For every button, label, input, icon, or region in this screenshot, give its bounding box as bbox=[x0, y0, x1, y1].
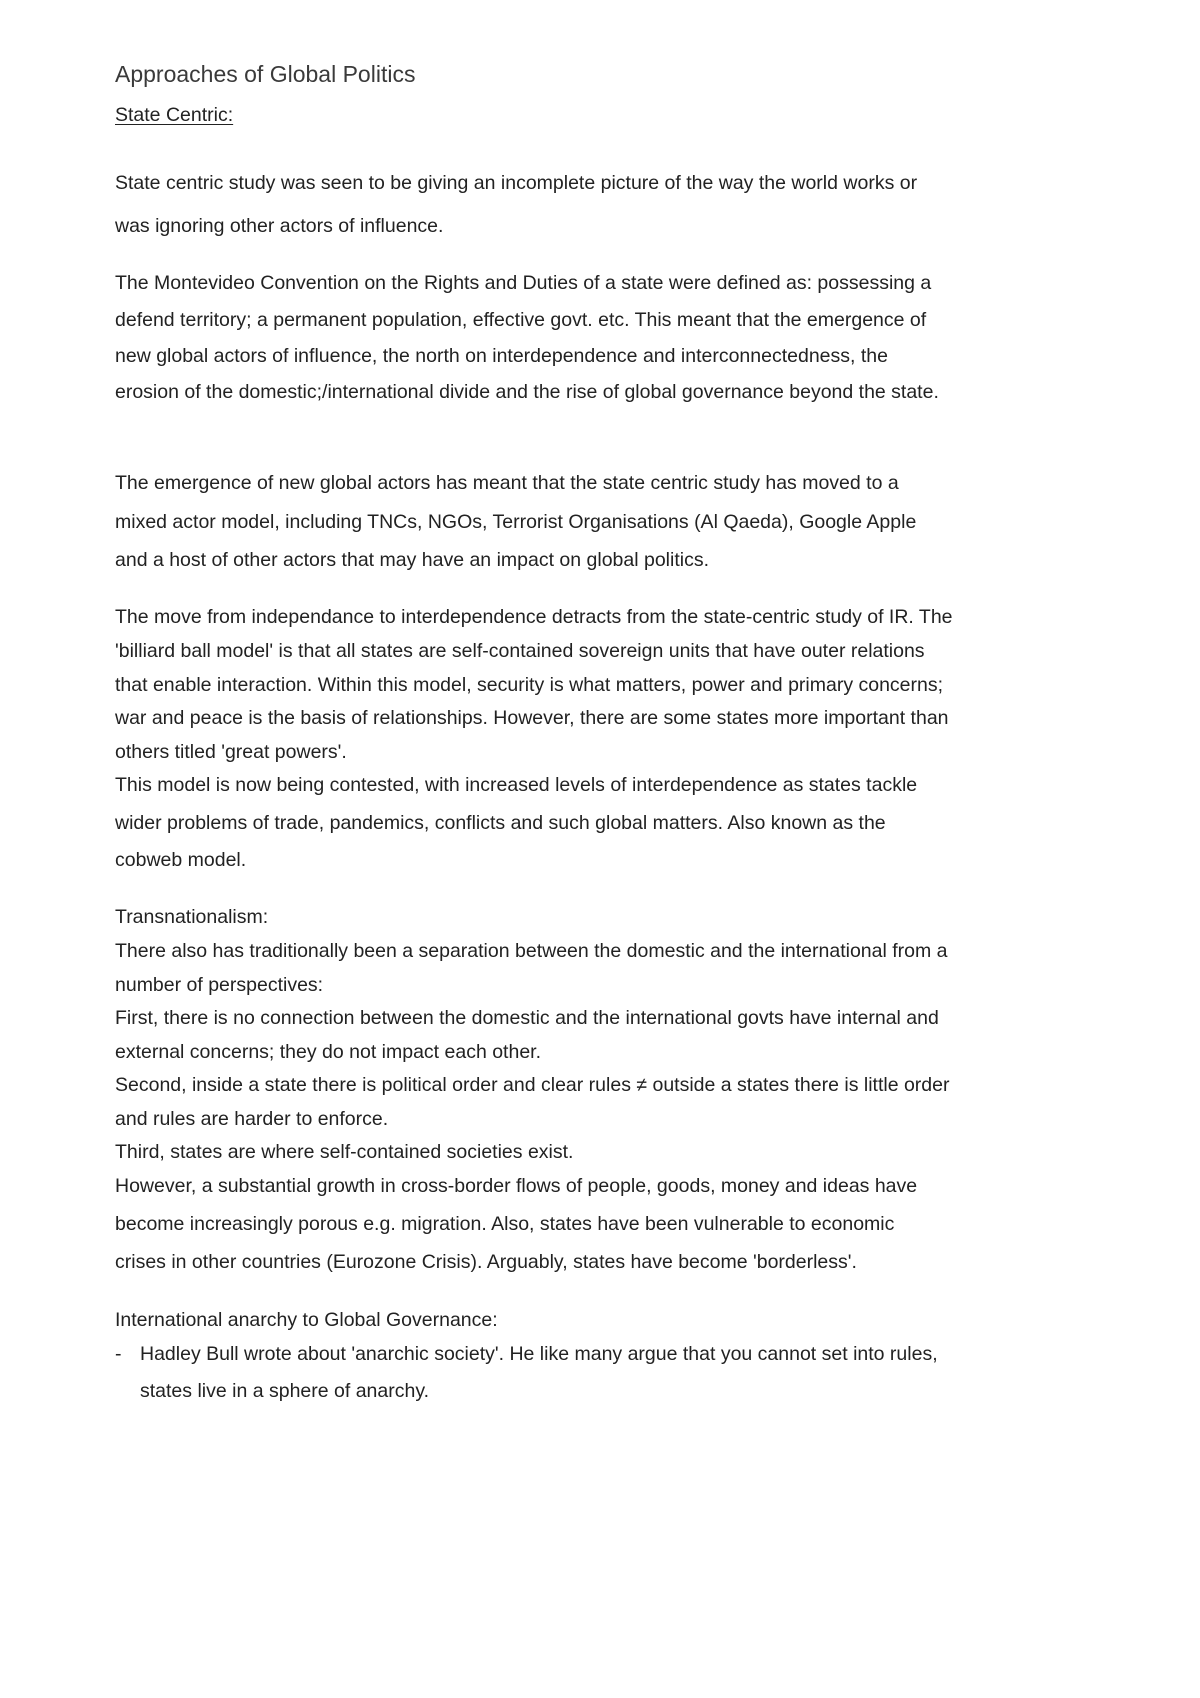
text-line: become increasingly porous e.g. migration. Also, states have been vulnerable to economic bbox=[115, 1213, 895, 1235]
text-line: Hadley Bull wrote about 'anarchic society'. He like many argue that you cannot set into rules, bbox=[140, 1343, 938, 1365]
text-line: and rules are harder to enforce. bbox=[115, 1108, 389, 1130]
text-line: cobweb model. bbox=[115, 849, 247, 871]
bullet-marker: - bbox=[115, 1343, 122, 1365]
heading-state-centric: State Centric: bbox=[115, 104, 234, 126]
text-line: 'billiard ball model' is that all states are self-contained sovereign units that have outer relations bbox=[115, 640, 925, 662]
text-line: However, a substantial growth in cross-border flows of people, goods, money and ideas have bbox=[115, 1175, 918, 1197]
text-line: Third, states are where self-contained societies exist. bbox=[115, 1141, 574, 1163]
text-line: that enable interaction. Within this model, security is what matters, power and primary concerns; bbox=[115, 674, 944, 696]
text-line: new global actors of influence, the north on interdependence and interconnectedness, the bbox=[115, 345, 888, 367]
text-line: The emergence of new global actors has meant that the state centric study has moved to a bbox=[115, 472, 899, 494]
text-line: wider problems of trade, pandemics, conflicts and such global matters. Also known as the bbox=[115, 812, 886, 834]
text-line: erosion of the domestic;/international divide and the rise of global governance beyond the state. bbox=[115, 381, 939, 403]
text-line: external concerns; they do not impact each other. bbox=[115, 1041, 542, 1063]
text-line: number of perspectives: bbox=[115, 974, 324, 996]
text-line: others titled 'great powers'. bbox=[115, 741, 347, 763]
text-line: There also has traditionally been a separation between the domestic and the international from a bbox=[115, 940, 948, 962]
heading-anarchy: International anarchy to Global Governance: bbox=[115, 1309, 498, 1331]
text-line: Second, inside a state there is political order and clear rules ≠ outside a states there is little order bbox=[115, 1074, 950, 1096]
text-line: crises in other countries (Eurozone Crisis). Arguably, states have become 'borderless'. bbox=[115, 1251, 857, 1273]
page-title: Approaches of Global Politics bbox=[115, 61, 416, 87]
text-line: The Montevideo Convention on the Rights and Duties of a state were defined as: possessing a bbox=[115, 272, 932, 294]
text-line: states live in a sphere of anarchy. bbox=[140, 1380, 430, 1402]
text-line: defend territory; a permanent population, effective govt. etc. This meant that the emergence of bbox=[115, 309, 927, 331]
heading-transnationalism: Transnationalism: bbox=[115, 906, 269, 928]
text-line: This model is now being contested, with increased levels of interdependence as states tackle bbox=[115, 774, 918, 796]
text-line: was ignoring other actors of influence. bbox=[115, 215, 444, 237]
text-line: State centric study was seen to be giving an incomplete picture of the way the world works or bbox=[115, 172, 918, 194]
text-line: war and peace is the basis of relationships. However, there are some states more important than bbox=[115, 707, 949, 729]
text-line: First, there is no connection between the domestic and the international govts have internal and bbox=[115, 1007, 939, 1029]
text-line: mixed actor model, including TNCs, NGOs, Terrorist Organisations (Al Qaeda), Google Apple bbox=[115, 511, 917, 533]
text-line: The move from independance to interdependence detracts from the state-centric study of IR. The bbox=[115, 606, 953, 628]
text-line: and a host of other actors that may have an impact on global politics. bbox=[115, 549, 710, 571]
